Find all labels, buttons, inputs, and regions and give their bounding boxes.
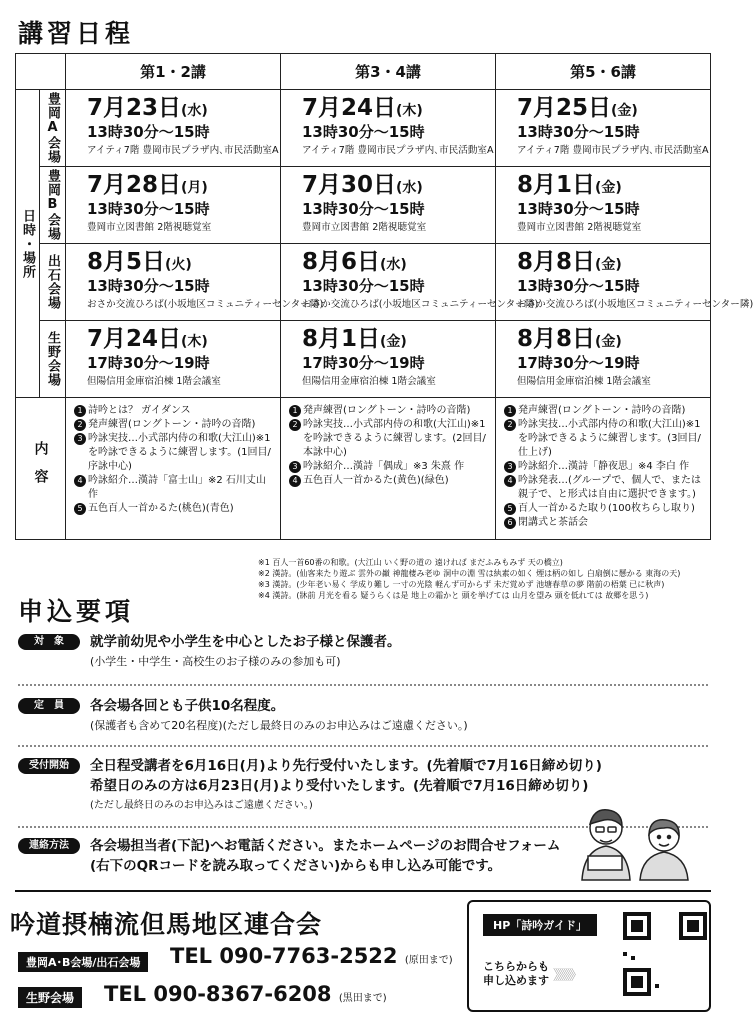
schedule-heading: 講習日程	[18, 19, 135, 48]
session-time: 13時30分～15時	[87, 277, 210, 295]
reception-sub: (ただし最終日のみのお申込みはご遠慮ください。)	[90, 800, 313, 811]
contact-main-2: (右下のQRコードを読み取ってください)からも申し込み可能です。	[90, 858, 502, 874]
content-item	[74, 418, 272, 432]
item-text: 百人一首かるた取り(100枚ちらし取り)	[518, 503, 695, 514]
session-weekday: (月)	[181, 180, 208, 196]
corner-cell	[16, 54, 66, 90]
venue-label: 生野会場	[45, 331, 60, 387]
session-cell	[281, 244, 539, 321]
session-cell	[496, 167, 711, 244]
content-item	[74, 502, 272, 516]
content-item	[504, 418, 702, 460]
contact-main: 各会場担当者(下記)へお電話ください。またホームページのお問合せフォーム	[90, 838, 561, 854]
session-place: 但陽信用金庫宿泊棟 1階会議室	[302, 376, 436, 387]
item-number: 6	[504, 517, 516, 529]
target-sub: (小学生・中学生・高校生のお子様のみの参加も可)	[90, 655, 341, 668]
item-text: 発声練習(ロングトーン・詩吟の音階)	[518, 405, 686, 416]
venue-row	[16, 244, 711, 321]
divider	[18, 745, 708, 747]
session-date: 7月25日	[517, 95, 612, 121]
capacity-sub: (保護者も含めて20名程度)(ただし最終日のみのお申込みはご遠慮ください。)	[90, 719, 468, 732]
item-number: 3	[289, 461, 301, 473]
item-text: 閉講式と茶話会	[518, 517, 588, 528]
session-weekday: (火)	[165, 257, 192, 273]
content-item	[289, 418, 487, 460]
session-time: 17時30分～19時	[517, 354, 640, 372]
item-number: 3	[74, 433, 86, 445]
item-text: 吟詠紹介…漢詩「富士山」※2 石川丈山 作	[88, 475, 266, 500]
content-item	[504, 404, 702, 418]
session-time: 17時30分～19時	[87, 354, 210, 372]
item-number: 3	[504, 461, 516, 473]
session-place: アイティ7階 豊岡市民プラザ内､市民活動室A	[87, 145, 279, 156]
arrow-icon: 》》》》》	[553, 968, 580, 984]
venue-label: 豊岡B会場	[45, 169, 60, 241]
session-cell	[281, 321, 496, 398]
session-time: 17時30分～19時	[302, 354, 425, 372]
qr-module	[631, 920, 643, 932]
session-time: 13時30分～15時	[517, 277, 640, 295]
item-number: 2	[504, 419, 516, 431]
item-number: 4	[289, 475, 301, 487]
footnote: ※2 漢詩。(仙客来たり遊ぶ 雲外の巓 神龍棲み老ゆ 洞中の淵 雪は紈素の如く 煙は柄の如し 白扇倒に懸かる 東海の天)	[258, 569, 681, 578]
qr-module	[631, 956, 635, 960]
hp-text: こちらからも 申し込めます	[483, 960, 549, 987]
content-cell	[66, 398, 281, 540]
item-text: 吟詠紹介…漢詩「静夜思」※4 李白 作	[518, 461, 690, 472]
session-time: 13時30分～15時	[302, 123, 425, 141]
session-place: 豊岡市立図書館 2階視聴覚室	[302, 222, 427, 233]
session-time: 13時30分～15時	[87, 123, 210, 141]
content-item	[74, 432, 272, 474]
reception-main: 全日程受講者を6月16日(月)より先行受付いたします。(先着順で7月16日締め切り)	[90, 758, 602, 774]
qr-module	[623, 952, 627, 956]
session-weekday: (木)	[396, 103, 423, 119]
application-heading: 申込要項	[18, 597, 135, 626]
session-cell	[496, 244, 753, 321]
session-cell	[496, 90, 711, 167]
item-number: 1	[504, 405, 516, 417]
tel2	[104, 982, 387, 1006]
bottom-divider	[15, 890, 711, 892]
schedule-table	[15, 53, 753, 540]
session-weekday: (金)	[611, 103, 638, 119]
item-text: 吟詠実技…小式部内侍の和歌(大江山)※1 を吟詠できるように練習します。(1回目/序詠中心)	[88, 433, 271, 472]
session-date: 8月8日	[517, 326, 596, 352]
column-header: 第1・2講	[66, 54, 281, 90]
item-number: 1	[74, 405, 86, 417]
contact-tag: 連絡方法	[18, 838, 80, 854]
item-text: 吟詠発表…(グループで、個人で、または親子で、と形式は自由に選択できます。)	[518, 475, 702, 500]
session-weekday: (金)	[595, 180, 622, 196]
item-number: 2	[74, 419, 86, 431]
reception-tag: 受付開始	[18, 758, 80, 774]
item-number: 4	[504, 475, 516, 487]
session-place: アイティ7階 豊岡市民プラザ内､市民活動室A	[302, 145, 494, 156]
session-date: 8月1日	[302, 326, 381, 352]
session-place: 豊岡市立図書館 2階視聴覚室	[517, 222, 642, 233]
item-text: 五色百人一首かるた(桃色)(青色)	[88, 503, 234, 514]
content-item	[74, 474, 272, 502]
hp-box	[467, 900, 711, 1012]
column-header: 第3・4講	[281, 54, 496, 90]
family-illustration	[574, 800, 700, 880]
reception-main-2: 希望日のみの方は6月23日(月)より受付いたします。(先着順で7月16日締め切り)	[90, 778, 589, 794]
footnotes	[258, 557, 718, 601]
footnote: ※3 漢詩。(少年老い易く 学成り難し 一寸の光陰 軽んず可からず 未だ覚めず 池塘春草の夢 階前の梧葉 已に秋声)	[258, 580, 665, 589]
item-number: 5	[74, 503, 86, 515]
session-place: 豊岡市立図書館 2階視聴覚室	[87, 222, 212, 233]
item-number: 1	[289, 405, 301, 417]
item-text: 詩吟とは？ ガイダンス	[88, 405, 191, 416]
session-date: 7月28日	[87, 172, 182, 198]
content-label: 内容	[32, 440, 49, 497]
session-date: 7月24日	[302, 95, 397, 121]
session-date: 8月5日	[87, 249, 166, 275]
session-date: 8月1日	[517, 172, 596, 198]
item-number: 4	[74, 475, 86, 487]
target-row	[18, 632, 708, 672]
item-text: 発声練習(ロングトーン・詩吟の音階)	[88, 419, 256, 430]
column-header: 第5・6講	[496, 54, 711, 90]
tel1-number: TEL 090-7763-2522	[170, 944, 398, 968]
item-number: 5	[504, 503, 516, 515]
session-place: おさか交流ひろば(小坂地区コミュニティーセンター隣)	[87, 299, 324, 310]
item-text: 五色百人一首かるた(黄色)(緑色)	[303, 475, 449, 486]
session-cell	[281, 167, 496, 244]
content-item	[504, 474, 702, 502]
content-item	[74, 404, 272, 418]
session-date: 7月24日	[87, 326, 182, 352]
item-number: 2	[289, 419, 301, 431]
session-time: 13時30分～15時	[87, 200, 210, 218]
session-place: 但陽信用金庫宿泊棟 1階会議室	[87, 376, 221, 387]
venue-label: 出石会場	[45, 254, 60, 310]
qr-module	[631, 976, 643, 988]
tel2-note: (黒田まで)	[338, 993, 387, 1004]
organization-name: 吟道摂楠流但馬地区連合会	[10, 910, 323, 939]
item-text: 発声練習(ロングトーン・詩吟の音階)	[303, 405, 471, 416]
content-row	[16, 398, 711, 540]
qr-code[interactable]	[623, 912, 707, 996]
session-weekday: (金)	[380, 334, 407, 350]
session-date: 7月23日	[87, 95, 182, 121]
session-date: 8月6日	[302, 249, 381, 275]
qr-module	[687, 920, 699, 932]
session-cell	[66, 90, 281, 167]
tel1	[170, 944, 453, 968]
contact-row	[18, 836, 578, 876]
content-item	[289, 460, 487, 474]
capacity-row	[18, 696, 708, 736]
capacity-tag: 定 員	[18, 698, 80, 714]
content-item	[289, 404, 487, 418]
content-item	[504, 516, 702, 530]
session-weekday: (木)	[181, 334, 208, 350]
item-text: 吟詠実技…小式部内侍の和歌(大江山)※1 を吟詠できるように練習します。(3回目/仕上げ)	[518, 419, 701, 458]
venue-label: 豊岡A会場	[45, 92, 60, 164]
venue-row	[16, 321, 711, 398]
session-time: 13時30分～15時	[517, 200, 640, 218]
tel1-note: (原田まで)	[404, 955, 453, 966]
content-item	[289, 474, 487, 488]
session-place: おさか交流ひろば(小坂地区コミュニティーセンター隣)	[517, 299, 753, 310]
content-cell	[281, 398, 496, 540]
qr-module	[655, 984, 659, 988]
session-weekday: (水)	[181, 103, 208, 119]
session-weekday: (金)	[595, 257, 622, 273]
tel1-venue-tag: 豊岡A･B会場/出石会場	[18, 952, 148, 972]
capacity-main: 各会場各回とも子供10名程度。	[90, 698, 285, 714]
venue-row	[16, 167, 711, 244]
session-place: アイティ7階 豊岡市民プラザ内､市民活動室A	[517, 145, 709, 156]
footnote: ※1 百人一首60番の和歌。(大江山 いく野の道の 遠ければ まだふみもみず 天の橋立)	[258, 558, 563, 567]
session-cell	[281, 90, 496, 167]
session-cell	[66, 244, 324, 321]
session-weekday: (金)	[595, 334, 622, 350]
venue-row	[16, 90, 711, 167]
content-cell	[496, 398, 711, 540]
target-tag: 対 象	[18, 634, 80, 650]
tel2-number: TEL 090-8367-6208	[104, 982, 332, 1006]
session-place: おさか交流ひろば(小坂地区コミュニティーセンター隣)	[302, 299, 539, 310]
session-cell	[66, 321, 281, 398]
session-time: 13時30分～15時	[302, 200, 425, 218]
session-date: 8月8日	[517, 249, 596, 275]
item-text: 吟詠紹介…漢詩「偶成」※3 朱熹 作	[303, 461, 465, 472]
content-item	[504, 460, 702, 474]
session-weekday: (水)	[380, 257, 407, 273]
content-item	[504, 502, 702, 516]
divider	[18, 684, 708, 686]
tel2-venue-tag: 生野会場	[18, 987, 82, 1008]
side-label: 日時・場所	[20, 208, 35, 279]
session-cell	[496, 321, 711, 398]
session-time: 13時30分～15時	[517, 123, 640, 141]
session-date: 7月30日	[302, 172, 397, 198]
footnote: ※4 漢詩。(牀前 月光を看る 疑うらくは是 地上の霜かと 頭を挙げては 山月を望み 頭を低れては 故郷を思う)	[258, 591, 649, 600]
session-time: 13時30分～15時	[302, 277, 425, 295]
session-weekday: (水)	[396, 180, 423, 196]
hp-tag: HP「詩吟ガイド」	[483, 914, 597, 936]
session-place: 但陽信用金庫宿泊棟 1階会議室	[517, 376, 651, 387]
session-cell	[66, 167, 281, 244]
item-text: 吟詠実技…小式部内侍の和歌(大江山)※1 を吟詠できるように練習します。(2回目/本詠中心)	[303, 419, 486, 458]
target-main: 就学前幼児や小学生を中心としたお子様と保護者。	[90, 634, 401, 650]
